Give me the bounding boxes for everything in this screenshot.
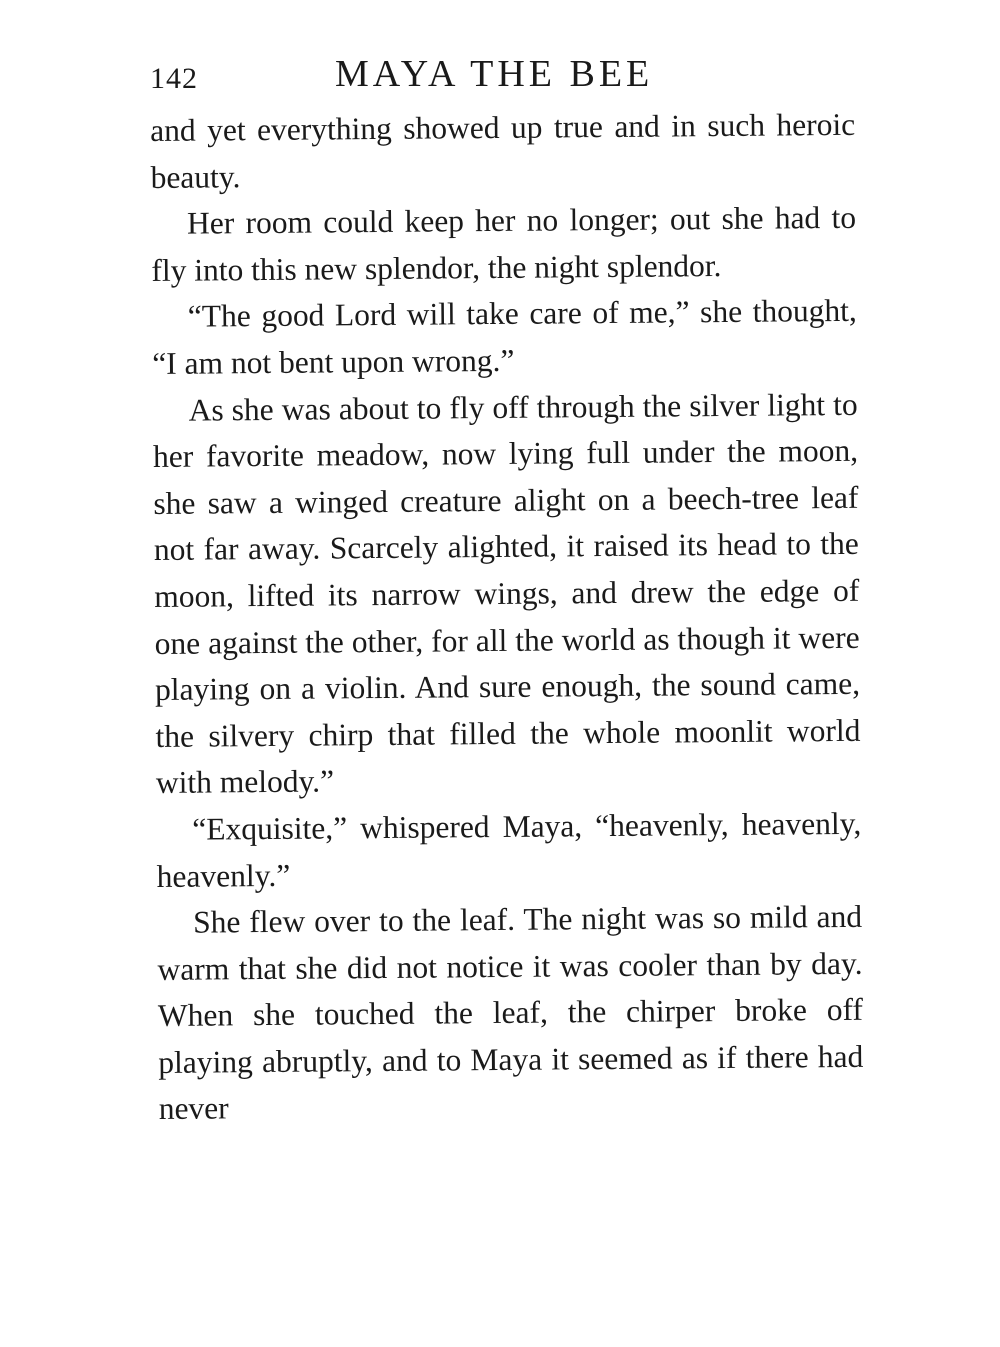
paragraph: She flew over to the leaf. The night was so mild and warm that she did not notice it was cooler than by day. When she touched the leaf, the chirper broke off playing abruptly, and to Maya it seemed as if there had never <box>157 898 864 1127</box>
page-number: 142 <box>150 62 198 95</box>
paragraph-continuation: and yet everything showed up true and in such heroic beauty. <box>150 106 856 195</box>
paragraph: “The good Lord will take care of me,” she thought, “I am not bent upon wrong.” <box>152 293 857 381</box>
paragraph: “Exquisite,” whispered Maya, “heavenly, heavenly, heavenly.” <box>156 805 862 894</box>
body-text <box>150 102 864 1133</box>
running-title: MAYA THE BEE <box>335 53 654 95</box>
paragraph: As she was about to fly off through the silver light to her favorite meadow, now lying full under the moon, she saw a winged creature alight on a beech-tree leaf not far away. Scarcely alighted, it raised its head to the moon, lifted its narrow wings, and drew the edge of one against the other, for all the world as though it were playing on a violin. And sure enough, the sound came, the silvery chirp that filled the whole moonlit world with melody.” <box>152 386 861 801</box>
paragraph: Her room could keep her no longer; out she had to fly into this new splendor, the night splendor. <box>151 200 857 288</box>
page-header <box>150 52 850 102</box>
